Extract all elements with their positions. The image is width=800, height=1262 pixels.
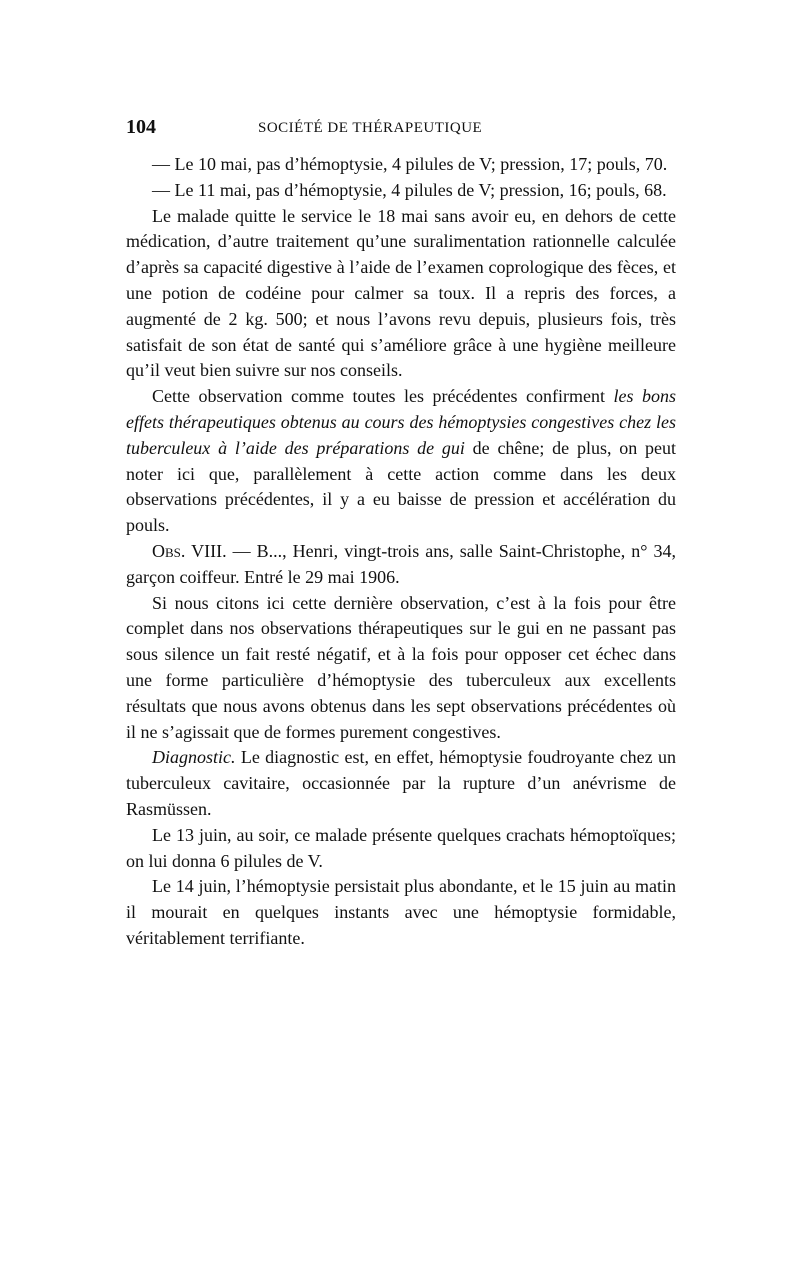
- paragraph-may-10: — Le 10 mai, pas d’hémoptysie, 4 pilules de V; pression, 17; pouls, 70.: [152, 154, 668, 174]
- paragraph-rationale: Si nous citons ici cette dernière observation, c’est à la fois pour être complet dans nos observations thérapeutiques sur le gui en ne passant pas sous silence un fait resté négatif, et à la fois pour opposer cet échec dans une forme particulière d’hémoptysie des tuberculeux aux excellents résultats que nous avons obtenus dans les sept observations précédentes où il ne s’agissait que de formes purement congestives.: [126, 592, 676, 742]
- paragraph-observation-8: [126, 539, 676, 591]
- running-head: [126, 112, 676, 142]
- paragraph-discharge: Le malade quitte le service le 18 mai sans avoir eu, en dehors de cette médication, d’autre traitement qu’une suralimentation rationnelle calculée d’après sa capacité digestive à l’aide de l’examen coprologique des fèces, et une potion de codéine pour calmer sa toux. Il a repris des forces, a augmenté de 2 kg. 500; et nous l’avons revu depuis, plusieurs fois, très satisfait de son état de santé qui s’améliore grâce à une hygiène meilleure qu’il veut bien suivre sur nos conseils.: [126, 205, 676, 381]
- observation-text: — B..., Henri, vingt-trois ans, salle Saint-Christophe, n° 34, garçon coiffeur. Entré le 29 mai 1906.: [126, 540, 677, 587]
- body-text: [126, 152, 676, 952]
- paragraph-june-13: Le 13 juin, au soir, ce malade présente quelques crachats hémoptoïques; on lui donna 6 pilules de V.: [126, 824, 676, 871]
- conclusion-text-end: de chêne; de plus, on peut noter ici que, parallèlement à cette action comme dans les deux observations précédentes, il y a eu baisse de pression et accélération du pouls.: [126, 437, 676, 536]
- observation-label: Obs. VIII.: [152, 540, 227, 561]
- book-page: [126, 112, 676, 952]
- paragraph-may-11: — Le 11 mai, pas d’hémoptysie, 4 pilules de V; pression, 16; pouls, 68.: [152, 179, 667, 200]
- diagnosis-label: Diagnostic.: [152, 747, 236, 768]
- paragraph-june-14: Le 14 juin, l’hémoptysie persistait plus abondante, et le 15 juin au matin il mourait en quelques instants avec une hémoptysie formidable, véritablement terrifiante.: [126, 876, 676, 948]
- paragraph-diagnosis: [126, 745, 676, 822]
- paragraph-conclusion: [126, 384, 676, 539]
- page-number: 104: [126, 116, 156, 138]
- diagnosis-text: Le diagnostic est, en effet, hémoptysie foudroyante chez un tuberculeux cavitaire, occasionnée par la rupture d’un anévrisme de Rasmüssen.: [126, 747, 676, 819]
- running-title: SOCIÉTÉ DE THÉRAPEUTIQUE: [258, 120, 483, 136]
- conclusion-text-start: Cette observation comme toutes les précédentes confirment: [152, 386, 614, 407]
- conclusion-italic-text: les bons effets thérapeutiques obtenus au cours des hémoptysies congestives chez les tuberculeux à l’aide des préparations de gui: [126, 386, 677, 458]
